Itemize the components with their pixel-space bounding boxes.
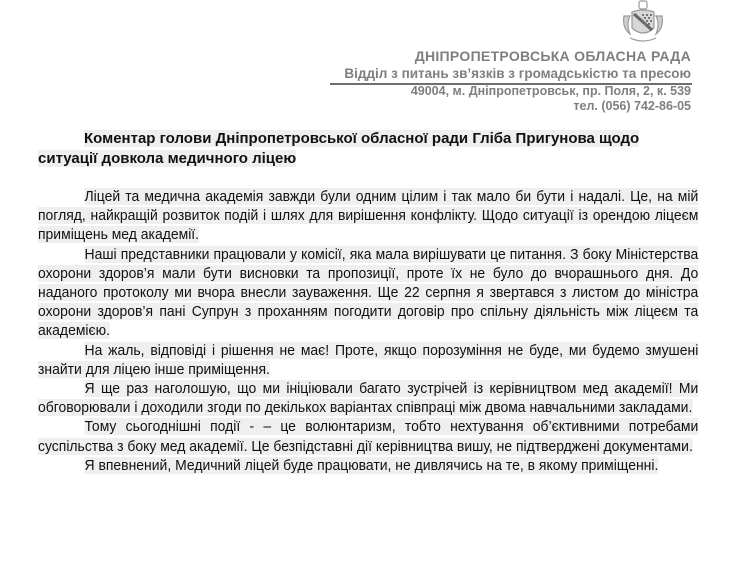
- paragraph: Ліцей та медична академія завжди були одним цілим і так мало би бути і надалі. Це, на мій погляд, найкращій розвиток подій і шлях для вирішення конфлікту. Щодо ситуації із орендою ліцеєм приміщень мед академії.: [38, 188, 699, 244]
- document-title: [38, 129, 698, 169]
- coat-of-arms-icon: [620, 0, 666, 44]
- document-body: [38, 187, 698, 475]
- org-name: ДНІПРОПЕТРОВСЬКА ОБЛАСНА РАДА: [414, 48, 691, 64]
- department-name: Відділ з питань зв’язків з громадськістю та пресою: [344, 66, 691, 81]
- document-title-text: Коментар голови Дніпропетровської обласної ради Гліба Пригунова щодо ситуації довкола медичного ліцею: [38, 130, 640, 167]
- paragraph: Тому сьогоднішні події - – це волюнтаризм, тобто нехтування об’єктивними потребами суспільства з боку мед академії. Це безпідставні дії керівництва вишу, не підтверджені документами.: [38, 418, 699, 455]
- paragraph: Я ще раз наголошую, що ми ініціювали багато зустрічей із керівництвом мед академії! Ми обговорювали і доходили згоди по декількох варіантах співпраці між двома навчальними закладами.: [38, 380, 699, 417]
- paragraph: Я впевнений, Медичний ліцей буде працювати, не дивлячись на те, в якому приміщенні.: [84, 456, 659, 474]
- contact-block: [411, 84, 691, 114]
- paragraph: Наші представники працювали у комісії, яка мала вирішувати це питання. З боку Міністерства охорони здоров’я мали бути висновки та пропозиції, проте їх не було до вчорашнього дня. До наданого протоколу ми вчора внесли зауваження. Ще 22 серпня я звертався з листом до міністра охорони здоров’я пані Супрун з проханням погодити договір про спільну діяльність між ліцеєм та академією.: [38, 245, 699, 340]
- paragraph: На жаль, відповіді і рішення не має! Проте, якщо порозуміння не буде, ми будемо змушені знайти для ліцею інше приміщення.: [38, 341, 699, 378]
- address: 49004, м. Дніпропетровськ, пр. Поля, 2, к. 539: [410, 84, 691, 98]
- letterhead: [344, 47, 691, 82]
- phone: тел. (056) 742-86-05: [573, 99, 691, 113]
